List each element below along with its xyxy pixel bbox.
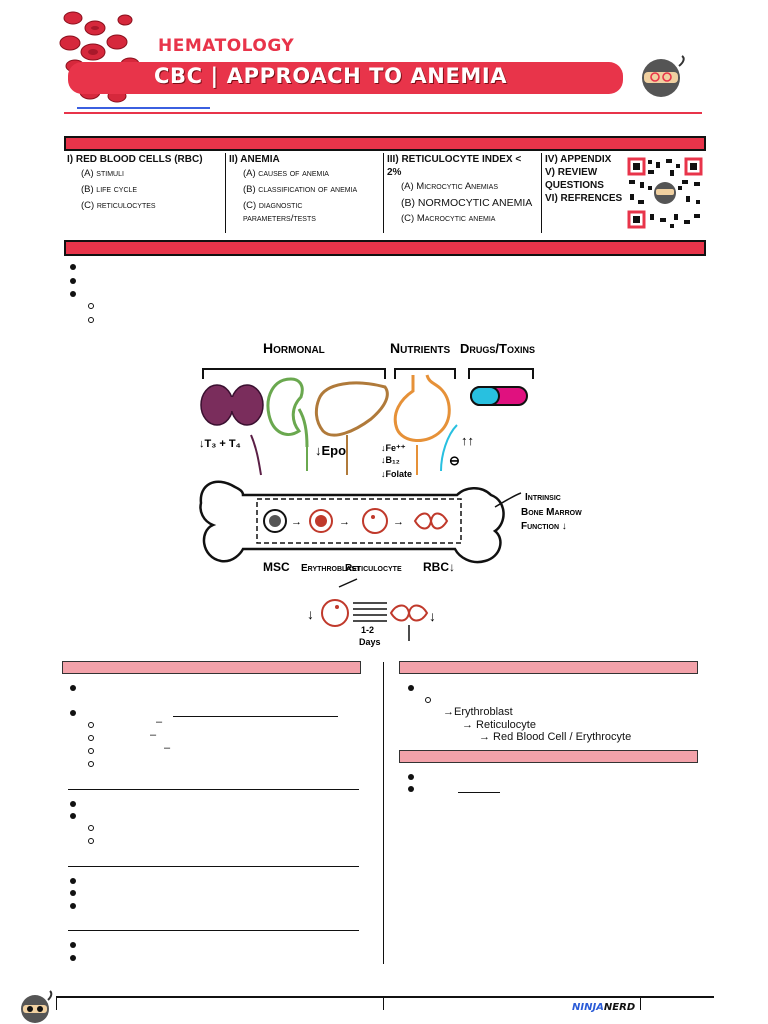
bullet [70, 710, 76, 716]
bullet [408, 786, 414, 792]
page-title: CBC | APPROACH TO ANEMIA [154, 64, 508, 88]
label-hormonal: Hormonal [263, 340, 325, 356]
bullet [70, 903, 76, 909]
fill-in-blank-line [173, 716, 338, 717]
label-nutrients: Nutrients [390, 340, 451, 356]
fill-in-blank-line [458, 792, 500, 793]
bullet [70, 264, 76, 270]
toc-heading[interactable]: III) RETICULOCYTE INDEX < 2% [387, 154, 522, 178]
toc-heading[interactable]: QUESTIONS [545, 180, 604, 191]
sub-bullet [88, 317, 94, 323]
kidney-icon [268, 379, 302, 434]
category-title: HEMATOLOGY [158, 36, 295, 56]
section-divider [68, 789, 359, 790]
svg-text:↓: ↓ [429, 608, 436, 624]
logo-nerd: NERD [603, 1002, 636, 1013]
label-rbc: RBC↓ [423, 560, 455, 574]
left-section-bar [62, 661, 361, 674]
bullet [70, 278, 76, 284]
sub-bullet [88, 838, 94, 844]
dash: – [156, 716, 163, 728]
toc-item[interactable]: (A) Microcytic Anemias [401, 181, 499, 192]
bullet [408, 774, 414, 780]
svg-text:→: → [339, 516, 350, 528]
column-divider [383, 662, 384, 964]
label-epo: ↓Epo [315, 443, 347, 458]
sub-bullet [88, 722, 94, 728]
step-reticulocyte: → Reticulocyte [462, 719, 536, 731]
toc-header-bar [64, 136, 706, 151]
label-intrinsic: Intrinsic [525, 492, 561, 503]
thyroid-icon [201, 385, 263, 425]
toc-item[interactable]: (B) NORMOCYTIC ANEMIA [401, 197, 533, 209]
toc-heading[interactable]: IV) APPENDIX [545, 154, 612, 165]
bullet [70, 291, 76, 297]
section-divider [68, 866, 359, 867]
toc-heading[interactable]: II) ANEMIA [229, 154, 280, 165]
label-msc: MSC [263, 560, 290, 574]
ninja-mascot-icon [16, 990, 54, 1024]
bullet [70, 955, 76, 961]
ninja-mascot-icon [636, 52, 686, 98]
bullet [70, 801, 76, 807]
toc-item[interactable]: parameters/tests [243, 213, 316, 224]
toc-item[interactable]: (C) diagnostic [243, 200, 303, 211]
toc-item[interactable]: (A) stimuli [81, 168, 124, 179]
bullet [70, 813, 76, 819]
toc-column-reticulocyte [384, 153, 542, 233]
pill-icon [471, 387, 527, 405]
dash: – [150, 729, 157, 741]
footer-tick [56, 998, 57, 1010]
bullet [70, 890, 76, 896]
label-b12: ↓B₁₂ [381, 455, 400, 465]
toc-heading[interactable]: I) RED BLOOD CELLS (RBC) [67, 154, 203, 165]
footer-tick [640, 998, 641, 1010]
label-arrows-up: ↑↑ [461, 433, 474, 448]
label-fe: ↓Fe⁺⁺ [381, 443, 406, 453]
right-section-bar [399, 661, 698, 674]
toc-column-rbc [64, 153, 226, 233]
right-section-bar-2 [399, 750, 698, 763]
label-minus: ⊖ [449, 453, 460, 468]
toc-item[interactable]: (B) life cycle [81, 184, 138, 195]
toc-heading[interactable]: V) REVIEW [545, 167, 598, 178]
label-function: Function ↓ [521, 521, 567, 532]
footer-rule [56, 996, 714, 998]
bullet [70, 942, 76, 948]
qr-code-icon[interactable] [626, 156, 704, 230]
stomach-icon [395, 375, 449, 441]
label-days: Days [359, 637, 381, 647]
label-reticulocyte: Reticulocyte [345, 563, 402, 574]
section-divider [68, 930, 359, 931]
dash: – [164, 742, 171, 754]
svg-text:→: → [393, 516, 404, 528]
toc-item[interactable]: (A) causes of anemia [243, 168, 329, 179]
ninja-nerd-logo [572, 1002, 635, 1013]
bullet [70, 685, 76, 691]
label-t3-t4: ↓T₃ + T₄ [199, 438, 241, 450]
link-underline [77, 107, 210, 109]
toc-heading[interactable]: VI) REFRENCES [545, 193, 623, 204]
sub-bullet [88, 303, 94, 309]
sub-bullet [88, 748, 94, 754]
svg-text:→: → [291, 516, 302, 528]
label-drugs-toxins: Drugs/Toxins [460, 341, 535, 356]
logo-ninja: NINJA [572, 1002, 604, 1013]
toc-item[interactable]: (C) Macrocytic anemia [401, 213, 496, 224]
sub-bullet [88, 761, 94, 767]
toc-item[interactable]: (B) classification of anemia [243, 184, 358, 195]
bone-outline [201, 482, 504, 562]
label-folate: ↓Folate [381, 469, 413, 479]
step-erythroblast: →Erythroblast [443, 706, 513, 718]
bullet [70, 878, 76, 884]
label-erythroblast: Erythroblast [301, 563, 361, 574]
table-of-contents [64, 153, 706, 233]
bullet [408, 685, 414, 691]
erythropoiesis-diagram [195, 335, 595, 655]
svg-text:↓: ↓ [307, 606, 314, 622]
sub-bullet [88, 735, 94, 741]
label-days-range: 1-2 [361, 625, 375, 635]
footer-tick [383, 998, 384, 1010]
toc-item[interactable]: (C) reticulocytes [81, 200, 156, 211]
step-rbc: → Red Blood Cell / Erythrocyte [479, 731, 632, 743]
sub-bullet [88, 825, 94, 831]
label-bone-marrow: Bone Marrow [521, 507, 582, 518]
section-header-bar [64, 240, 706, 256]
header-divider [64, 112, 702, 114]
sub-bullet [425, 697, 431, 703]
liver-icon [316, 383, 387, 435]
toc-column-anemia [226, 153, 384, 233]
